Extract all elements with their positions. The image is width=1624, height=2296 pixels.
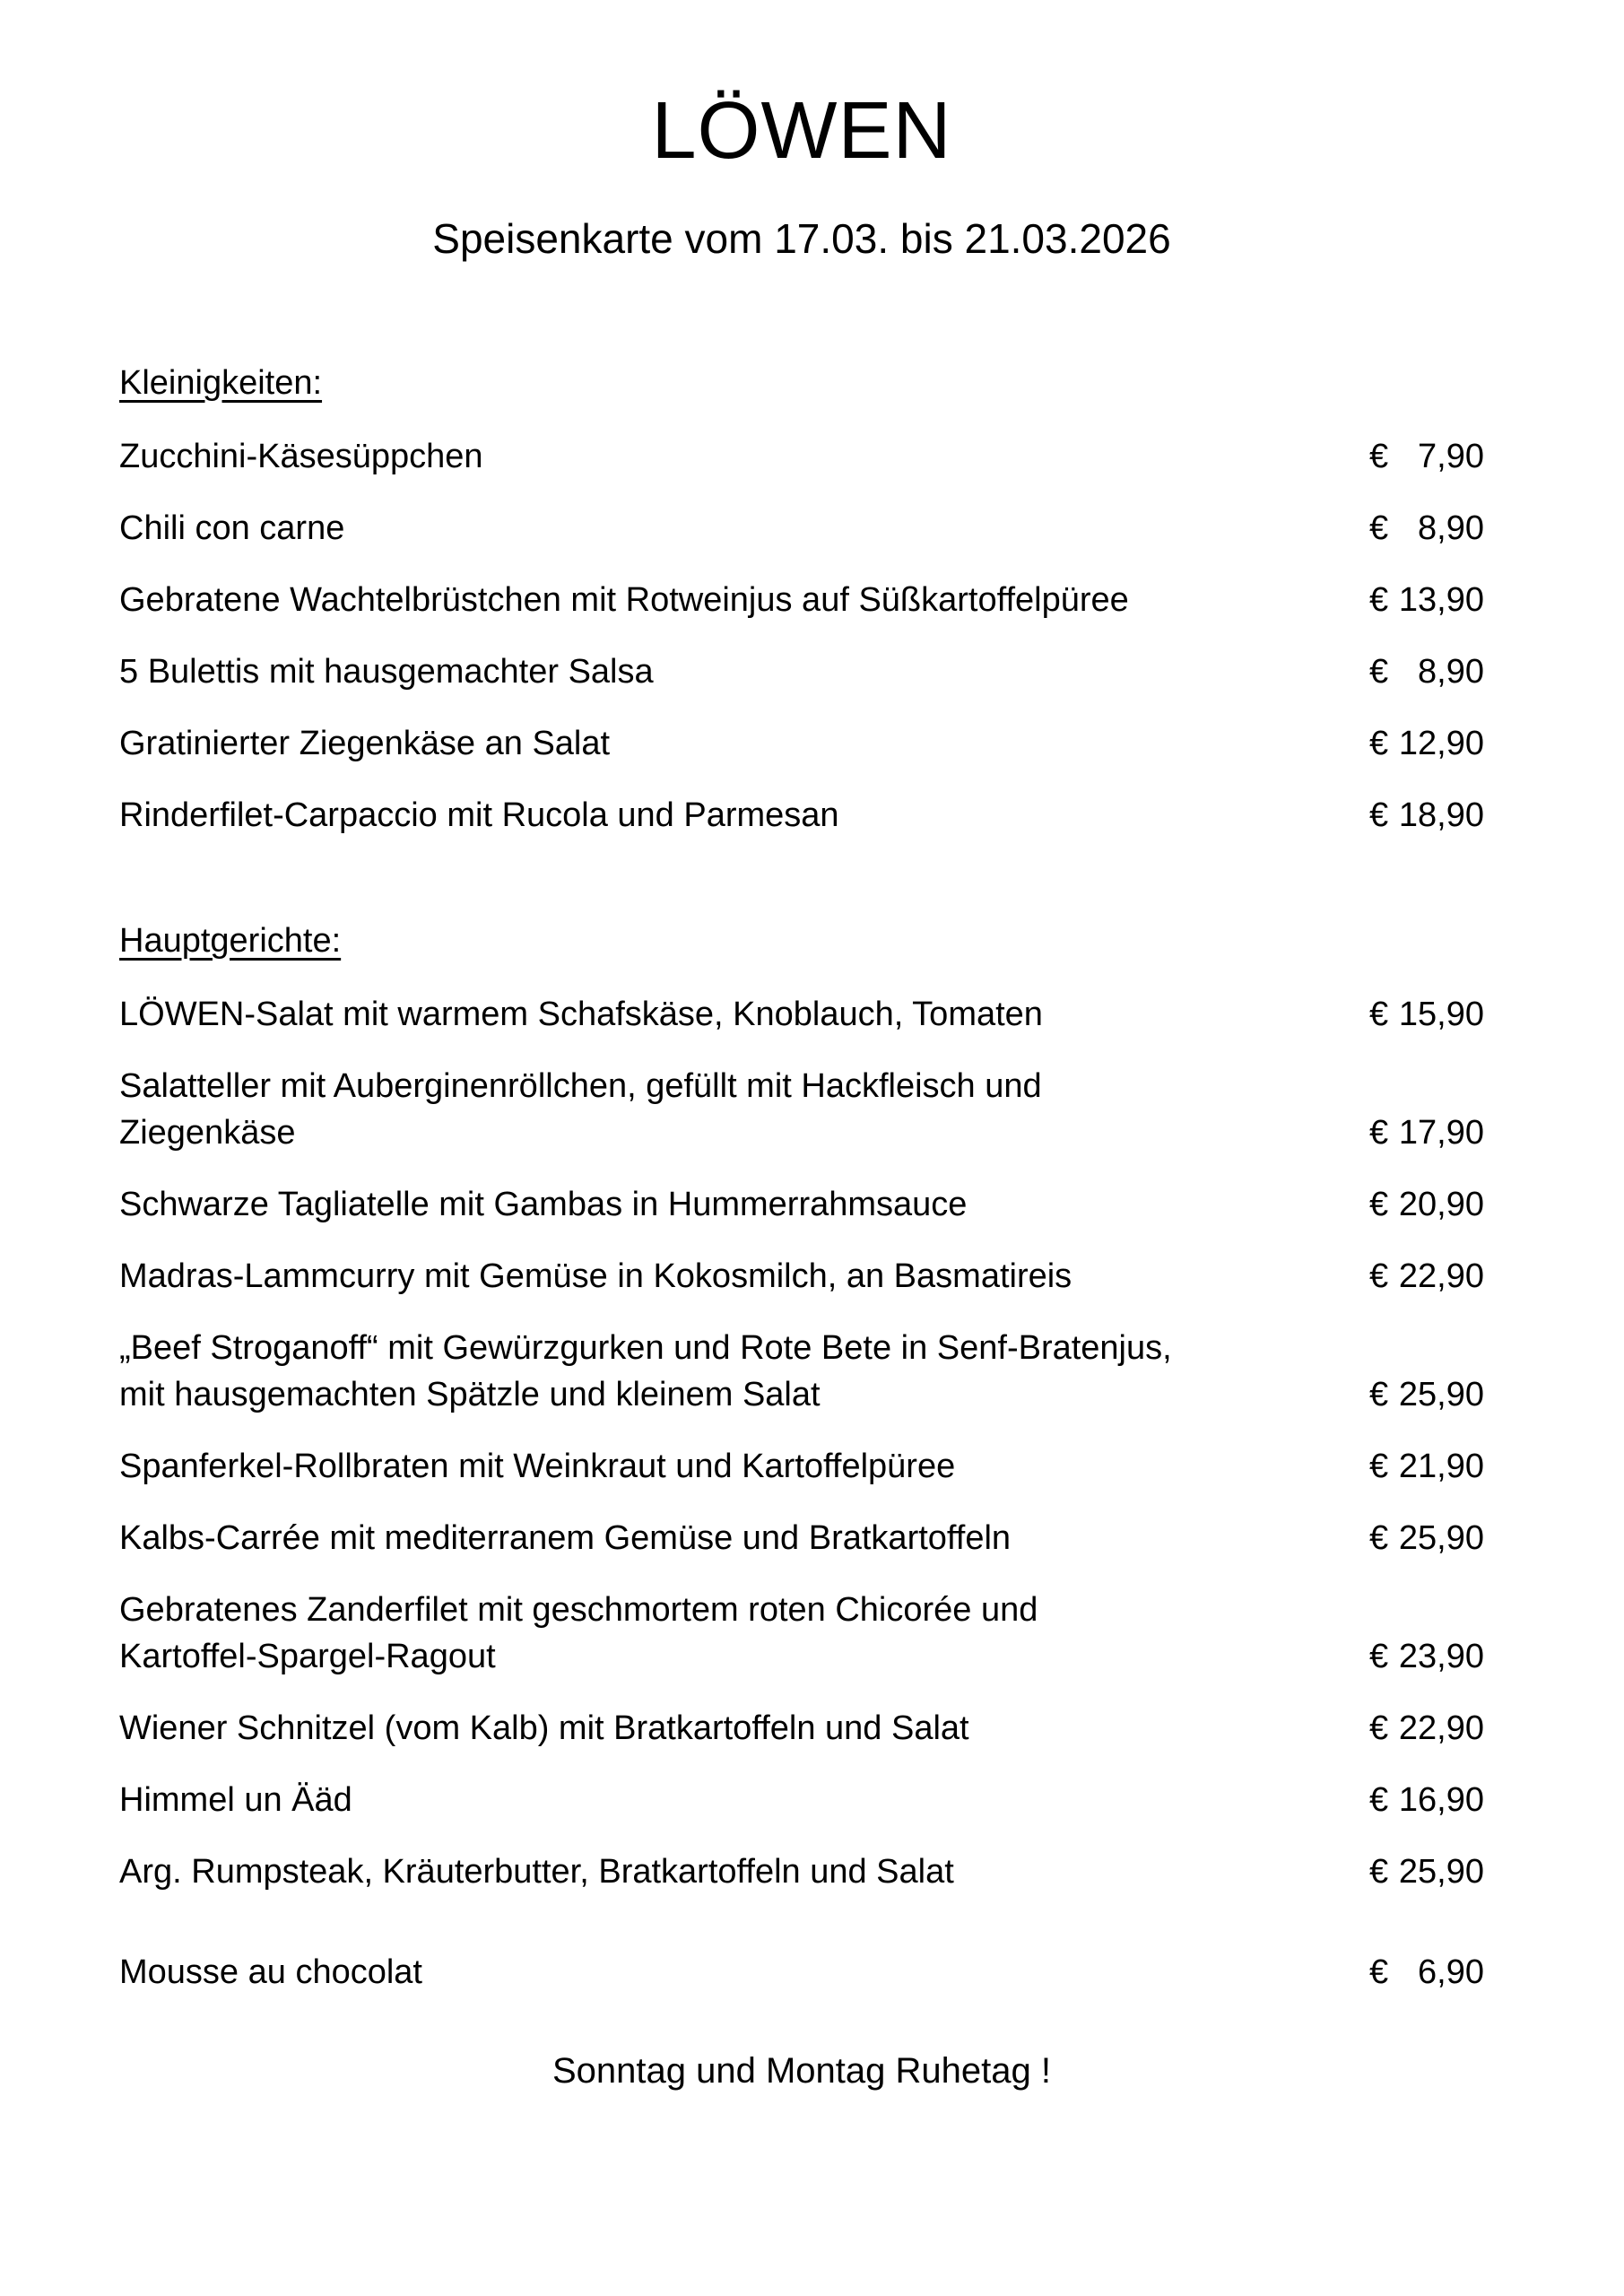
menu-date-range: Speisenkarte vom 17.03. bis 21.03.2026: [432, 214, 1171, 262]
item-price: [1369, 648, 1484, 695]
item-price: [1369, 720, 1484, 767]
menu-item: [119, 792, 1484, 839]
price-amount: 16,90: [1398, 1780, 1484, 1819]
item-price: [1369, 1181, 1484, 1228]
euro-sign: €: [1369, 1780, 1389, 1819]
menu-item: [119, 1443, 1484, 1490]
euro-sign: €: [1369, 796, 1389, 834]
item-name-line1: „Beef Stroganoff“ mit Gewürzgurken und Rote Bete in Senf-Bratenjus,: [119, 1328, 1172, 1367]
price-amount: 7,90: [1418, 437, 1484, 475]
item-price: [1369, 1443, 1484, 1490]
price-amount: 8,90: [1418, 652, 1484, 691]
item-price: [1369, 991, 1484, 1038]
price-amount: 25,90: [1398, 1375, 1484, 1413]
euro-sign: €: [1369, 1952, 1389, 1991]
item-name: Mousse au chocolat: [119, 1952, 422, 1991]
item-name-line1: Gebratenes Zanderfilet mit geschmortem roten Chicorée und: [119, 1590, 1038, 1629]
price-amount: 18,90: [1398, 796, 1484, 834]
section-heading-kleinigkeiten: Kleinigkeiten:: [119, 363, 323, 402]
price-amount: 23,90: [1398, 1637, 1484, 1675]
menu-item: [119, 1063, 1484, 1156]
item-name: Gratinierter Ziegenkäse an Salat: [119, 724, 611, 762]
item-name: Zucchini-Käsesüppchen: [119, 437, 483, 475]
section-heading-hauptgerichte: Hauptgerichte:: [119, 921, 342, 960]
menu-item: [119, 720, 1484, 767]
menu-item: [119, 505, 1484, 552]
price-amount: 21,90: [1398, 1447, 1484, 1485]
item-price: [1369, 1633, 1484, 1680]
euro-sign: €: [1369, 509, 1389, 547]
closing-days-note: Sonntag und Montag Ruhetag !: [552, 2050, 1051, 2091]
price-amount: 12,90: [1398, 724, 1484, 762]
euro-sign: €: [1369, 580, 1389, 619]
item-name: Chili con carne: [119, 509, 345, 547]
item-price: [1369, 1371, 1484, 1418]
menu-item: [119, 991, 1484, 1038]
price-amount: 8,90: [1418, 509, 1484, 547]
item-price: [1369, 1777, 1484, 1823]
item-name: Schwarze Tagliatelle mit Gambas in Hummerrahmsauce: [119, 1185, 968, 1223]
price-amount: 22,90: [1398, 1709, 1484, 1747]
menu-item: [119, 1515, 1484, 1561]
euro-sign: €: [1369, 724, 1389, 762]
menu-item: [119, 577, 1484, 623]
euro-sign: €: [1369, 1185, 1389, 1223]
menu-item: [119, 1705, 1484, 1752]
item-name: Madras-Lammcurry mit Gemüse in Kokosmilch, an Basmatireis: [119, 1257, 1073, 1295]
item-name: Kalbs-Carrée mit mediterranem Gemüse und Bratkartoffeln: [119, 1518, 1012, 1557]
item-price: [1369, 505, 1484, 552]
item-name: Himmel un Ääd: [119, 1780, 352, 1819]
euro-sign: €: [1369, 652, 1389, 691]
item-price: [1369, 1949, 1484, 1996]
menu-item: [119, 1181, 1484, 1228]
menu-item: [119, 433, 1484, 480]
euro-sign: €: [1369, 1637, 1389, 1675]
item-price: [1369, 1515, 1484, 1561]
item-name-line2: Kartoffel-Spargel-Ragout: [119, 1637, 496, 1675]
euro-sign: €: [1369, 1852, 1389, 1891]
item-price: [1369, 1253, 1484, 1300]
menu-item: [119, 1848, 1484, 1895]
item-name: Arg. Rumpsteak, Kräuterbutter, Bratkartoffeln und Salat: [119, 1852, 954, 1891]
item-name: Gebratene Wachtelbrüstchen mit Rotweinjus auf Süßkartoffelpüree: [119, 580, 1129, 619]
menu-item: [119, 1253, 1484, 1300]
item-name-line1: Salatteller mit Auberginenröllchen, gefüllt mit Hackfleisch und: [119, 1066, 1042, 1105]
price-amount: 15,90: [1398, 995, 1484, 1033]
euro-sign: €: [1369, 1375, 1389, 1413]
item-name: Spanferkel-Rollbraten mit Weinkraut und Kartoffelpüree: [119, 1447, 956, 1485]
euro-sign: €: [1369, 995, 1389, 1033]
euro-sign: €: [1369, 1709, 1389, 1747]
price-amount: 6,90: [1418, 1952, 1484, 1991]
price-amount: 17,90: [1398, 1113, 1484, 1152]
item-price: [1369, 1705, 1484, 1752]
price-amount: 25,90: [1398, 1518, 1484, 1557]
item-price: [1369, 1848, 1484, 1895]
item-price: [1369, 433, 1484, 480]
item-name: Wiener Schnitzel (vom Kalb) mit Bratkartoffeln und Salat: [119, 1709, 969, 1747]
price-amount: 13,90: [1398, 580, 1484, 619]
menu-item: [119, 1325, 1484, 1418]
restaurant-title: LÖWEN: [651, 86, 952, 176]
item-name: Rinderfilet-Carpaccio mit Rucola und Parmesan: [119, 796, 839, 834]
menu-item: [119, 1587, 1484, 1680]
item-price: [1369, 792, 1484, 839]
euro-sign: €: [1369, 1518, 1389, 1557]
item-price: [1369, 1109, 1484, 1156]
menu-item: [119, 1949, 1484, 1996]
price-amount: 20,90: [1398, 1185, 1484, 1223]
euro-sign: €: [1369, 1447, 1389, 1485]
item-name-line2: Ziegenkäse: [119, 1113, 296, 1152]
item-name: 5 Bulettis mit hausgemachter Salsa: [119, 652, 654, 691]
price-amount: 22,90: [1398, 1257, 1484, 1295]
euro-sign: €: [1369, 1257, 1389, 1295]
item-name-line2: mit hausgemachten Spätzle und kleinem Salat: [119, 1375, 821, 1413]
item-name: LÖWEN-Salat mit warmem Schafskäse, Knoblauch, Tomaten: [119, 995, 1043, 1033]
menu-item: [119, 648, 1484, 695]
euro-sign: €: [1369, 1113, 1389, 1152]
price-amount: 25,90: [1398, 1852, 1484, 1891]
euro-sign: €: [1369, 437, 1389, 475]
item-price: [1369, 577, 1484, 623]
menu-item: [119, 1777, 1484, 1823]
